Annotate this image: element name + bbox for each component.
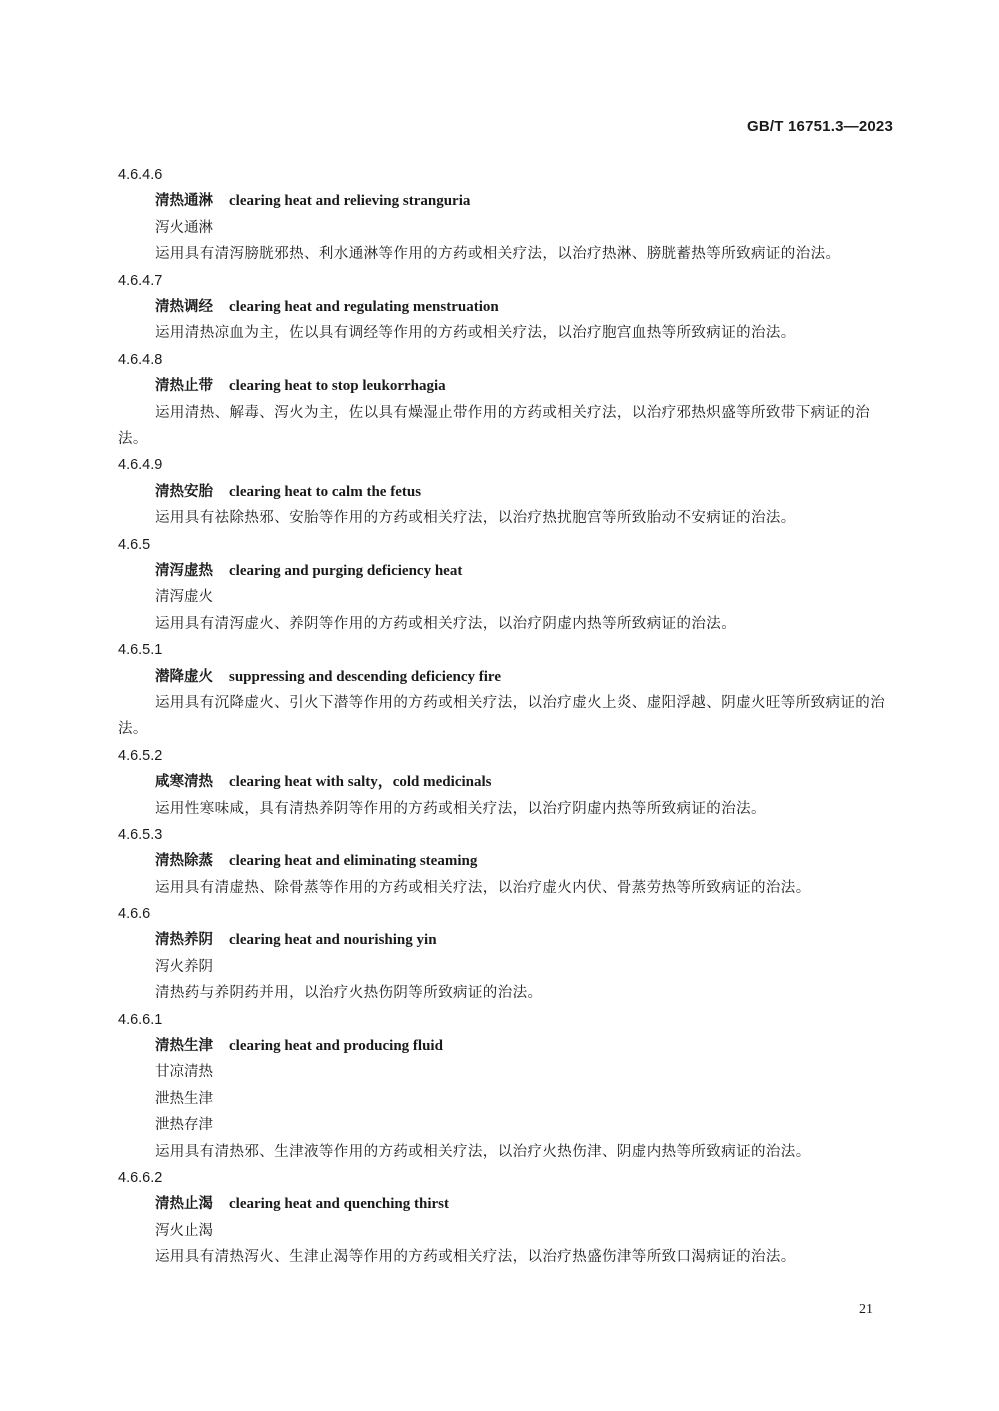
term-chinese: 清热养阴 (155, 932, 213, 949)
term-heading (118, 373, 896, 399)
term-definition: 运用具有清热泻火、生津止渴等作用的方药或相关疗法，以治疗热盛伤津等所致口渴病证的治法。 (155, 1249, 796, 1266)
term-chinese: 清热安胎 (155, 483, 213, 500)
term-english: clearing heat and relieving stranguria (229, 193, 471, 210)
page-number: 21 (859, 1302, 873, 1317)
entry-number: 4.6.4.8 (118, 351, 163, 368)
term-chinese: 清热通淋 (155, 193, 213, 210)
term-definition: 运用具有祛除热邪、安胎等作用的方药或相关疗法，以治疗热扰胞宫等所致胎动不安病证的治法。 (155, 510, 796, 527)
term-heading (118, 927, 896, 953)
term-entry (118, 452, 896, 531)
entry-number: 4.6.5.2 (118, 747, 163, 764)
term-entry (118, 268, 896, 347)
term-english: clearing heat and quenching thirst (229, 1196, 450, 1213)
entry-number: 4.6.6.1 (118, 1011, 163, 1028)
entry-number: 4.6.4.6 (118, 167, 163, 183)
term-synonym: 甘凉清热 (155, 1064, 213, 1081)
term-definition: 运用具有清泻虚火、养阴等作用的方药或相关疗法，以治疗阴虚内热等所致病证的治法。 (155, 615, 737, 632)
term-synonym: 泻火养阴 (155, 958, 213, 975)
term-heading (118, 1191, 896, 1217)
term-entry (118, 637, 896, 743)
term-synonym: 泄热生津 (155, 1090, 213, 1107)
term-english: clearing and purging deficiency heat (229, 562, 463, 579)
term-english: clearing heat and producing fluid (229, 1038, 443, 1055)
term-entry (118, 901, 896, 1007)
term-entry (118, 162, 896, 268)
term-heading (118, 188, 896, 214)
entry-number: 4.6.4.9 (118, 457, 163, 474)
term-entry (118, 347, 896, 453)
term-entry (118, 822, 896, 901)
term-synonym: 泻火止渴 (155, 1222, 213, 1239)
term-definition: 运用性寒味咸，具有清热养阴等作用的方药或相关疗法，以治疗阴虚内热等所致病证的治法。 (155, 800, 766, 817)
term-synonym: 清泻虚火 (155, 589, 213, 606)
term-chinese: 清热除蒸 (155, 853, 213, 870)
term-chinese: 清泻虚热 (155, 562, 213, 579)
term-heading (118, 769, 896, 795)
term-chinese: 咸寒清热 (155, 774, 213, 791)
term-english: clearing heat to calm the fetus (229, 483, 422, 500)
term-english: suppressing and descending deficiency fire (229, 668, 501, 685)
term-heading (118, 479, 896, 505)
term-heading (118, 294, 896, 320)
standard-code: GB/T 16751.3—2023 (747, 118, 893, 135)
term-heading (118, 558, 896, 584)
term-definition: 运用具有清热邪、生津液等作用的方药或相关疗法，以治疗火热伤津、阴虚内热等所致病证的治法。 (155, 1143, 811, 1160)
term-definition: 运用具有清虚热、除骨蒸等作用的方药或相关疗法，以治疗虚火内伏、骨蒸劳热等所致病证的治法。 (155, 879, 811, 896)
entry-number: 4.6.5 (118, 536, 151, 553)
term-chinese: 清热止渴 (155, 1196, 213, 1213)
entry-number: 4.6.6.2 (118, 1170, 163, 1187)
term-definition: 运用具有沉降虚火、引火下潜等作用的方药或相关疗法，以治疗虚火上炎、虚阳浮越、阴虚火旺等所致病证的治法。 (118, 694, 886, 738)
term-entry (118, 532, 896, 638)
term-definition: 运用清热凉血为主，佐以具有调经等作用的方药或相关疗法，以治疗胞宫血热等所致病证的治法。 (155, 325, 796, 342)
term-definition: 运用具有清泻膀胱邪热、利水通淋等作用的方药或相关疗法，以治疗热淋、膀胱蓄热等所致病证的治法。 (155, 246, 841, 263)
term-definition: 运用清热、解毒、泻火为主，佐以具有燥湿止带作用的方药或相关疗法，以治疗邪热炽盛等所致带下病证的治法。 (118, 404, 871, 447)
term-list (118, 162, 896, 1271)
term-english: clearing heat and eliminating steaming (229, 853, 478, 870)
term-synonym: 泻火通淋 (155, 219, 213, 236)
term-entry (118, 1007, 896, 1165)
entry-number: 4.6.6 (118, 906, 151, 923)
term-entry (118, 1165, 896, 1271)
term-heading (118, 664, 896, 690)
entry-number: 4.6.5.3 (118, 826, 163, 843)
term-heading (118, 848, 896, 874)
term-chinese: 清热调经 (155, 298, 213, 315)
term-english: clearing heat to stop leukorrhagia (229, 378, 446, 395)
term-chinese: 清热生津 (155, 1038, 213, 1055)
term-heading (118, 1033, 896, 1059)
term-english: clearing heat and regulating menstruation (229, 298, 499, 315)
term-synonym: 泄热存津 (155, 1117, 213, 1134)
term-chinese: 潜降虚火 (155, 668, 213, 685)
entry-number: 4.6.5.1 (118, 642, 163, 659)
term-entry (118, 743, 896, 822)
entry-number: 4.6.4.7 (118, 272, 163, 289)
term-english: clearing heat and nourishing yin (229, 932, 437, 949)
term-chinese: 清热止带 (155, 378, 213, 395)
term-definition: 清热药与养阴药并用，以治疗火热伤阴等所致病证的治法。 (155, 985, 543, 1002)
term-english: clearing heat with salty，cold medicinals (229, 774, 492, 791)
